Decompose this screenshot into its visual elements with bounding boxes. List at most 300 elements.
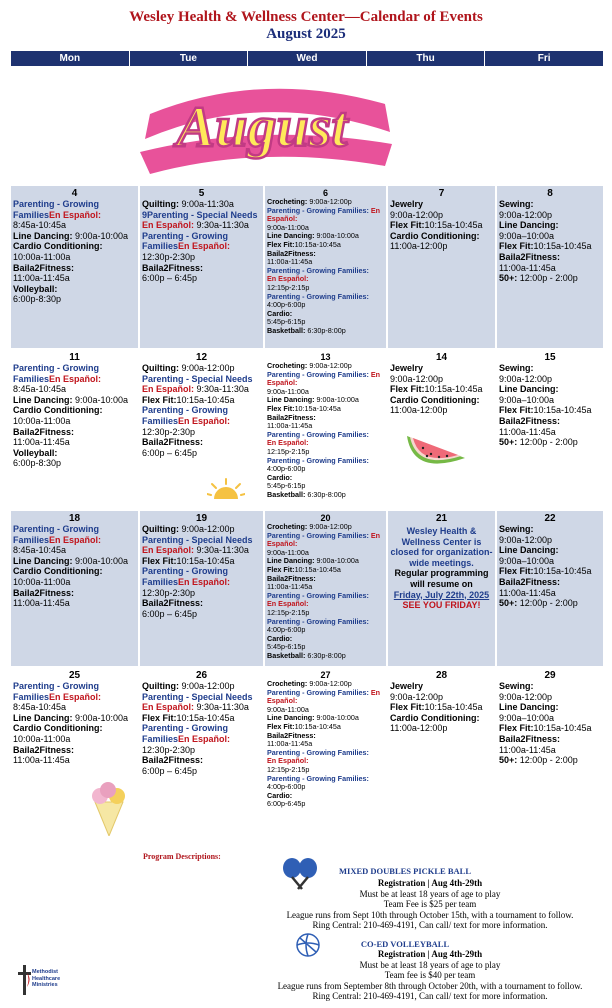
- event-line: [390, 405, 493, 416]
- event-text: Parenting - Growing Families: [13, 524, 100, 545]
- event-line: [13, 220, 136, 231]
- event-text: Cardio Conditioning:: [390, 394, 480, 405]
- event-line: [13, 395, 136, 406]
- event-text: 11:00a-11:45a: [499, 587, 556, 598]
- event-line: [13, 284, 136, 295]
- event-line: [142, 713, 261, 724]
- event-text: En Español:: [267, 756, 309, 766]
- event-text: En Español:: [142, 545, 195, 556]
- day-cell: [265, 350, 386, 509]
- event-text[interactable]: Friday, July 22th, 2025: [393, 589, 490, 600]
- event-text: 6:00p – 6:45p: [142, 273, 198, 284]
- event-line: [267, 491, 384, 500]
- weekday-wed: Wed: [248, 51, 367, 66]
- event-text: Cardio Conditioning:: [13, 241, 103, 252]
- event-text: 9:00a-11:00a: [267, 704, 309, 714]
- event-line: [142, 556, 261, 567]
- event-line: [142, 745, 261, 756]
- event-line: [13, 755, 136, 766]
- event-text: 10:15a-10:45a: [424, 384, 483, 395]
- weekday-thu: Thu: [367, 51, 486, 66]
- event-line: [13, 458, 136, 469]
- day-cell: [140, 186, 263, 348]
- event-text: 9:00a-12:00p: [499, 373, 553, 384]
- day-cell: [388, 186, 495, 348]
- event-line: [142, 231, 261, 252]
- event-text: Parenting - Growing Families: [142, 230, 229, 252]
- calendar-month: August 2025: [266, 26, 346, 42]
- event-text: 9:00a-12:00p: [179, 363, 235, 373]
- event-text: SEE YOU FRIDAY!: [402, 600, 481, 611]
- event-text: 12:00p - 2:00p: [517, 437, 578, 448]
- event-text: 12:30p-2:30p: [142, 587, 196, 598]
- event-text: 9:00a-12:00p: [307, 361, 352, 370]
- event-line: [142, 363, 261, 374]
- event-text: 11:00a-11:45a: [267, 257, 313, 267]
- event-text: 10:15a-10:45a: [294, 721, 341, 731]
- event-text: Cardio Conditioning:: [390, 712, 480, 723]
- event-text: Quilting:: [142, 363, 179, 373]
- day-number: 27: [320, 670, 331, 680]
- event-line: [499, 681, 601, 692]
- event-text: Baila2Fitness:: [142, 437, 204, 448]
- event-line: [499, 734, 601, 745]
- event-text: 11:00a-11:45a: [499, 426, 556, 437]
- event-line: [13, 713, 136, 724]
- pickleball-line: Ring Central: 210-469-4191, Can call/ text for more information.: [312, 920, 548, 930]
- event-line: [13, 273, 136, 284]
- day-cell: [140, 668, 263, 840]
- event-text: Baila2Fitness:: [267, 412, 316, 422]
- day-number: 19: [195, 513, 208, 524]
- event-line: [499, 545, 601, 556]
- event-text: Crocheting:: [267, 679, 308, 688]
- august-banner: [120, 74, 405, 182]
- event-text: Quilting:: [142, 681, 179, 691]
- event-text: Quilting:: [142, 524, 179, 534]
- day-number: 21: [435, 513, 448, 524]
- event-text: Parenting - Growing Families:: [267, 616, 369, 626]
- event-text: Baila2Fitness:: [142, 598, 204, 609]
- day-number: 20: [320, 513, 331, 523]
- day-cell: [497, 186, 603, 348]
- event-text: Flex Fit:: [499, 241, 534, 252]
- event-line: [142, 273, 261, 284]
- event-line: [499, 524, 601, 535]
- event-line: [499, 723, 601, 734]
- event-text: 9:00a-11:00a: [267, 386, 309, 396]
- methodist-logo-text: Methodist Healthcare Ministries: [32, 969, 61, 988]
- event-text: Wesley Health & Wellness Center is closed for organization-wide meetings.: [390, 526, 493, 568]
- event-text: Flex Fit:: [499, 566, 534, 577]
- event-text: Baila2Fitness:: [499, 733, 561, 744]
- event-text: 11:00a-11:45a: [267, 582, 313, 592]
- event-line: [499, 363, 601, 374]
- event-text: Line Dancing:: [267, 713, 315, 723]
- event-text: En Español:: [267, 530, 381, 549]
- event-text: Parenting - Special Needs: [142, 373, 253, 384]
- event-text: Quilting:: [142, 199, 179, 209]
- event-text: Parenting - Growing Families:: [267, 291, 369, 301]
- event-text: Line Dancing:: [267, 231, 315, 241]
- event-text: Crocheting:: [267, 522, 308, 531]
- event-text: 10:15a-10:45a: [424, 702, 483, 713]
- event-text: Baila2Fitness:: [267, 730, 316, 740]
- event-text: En Español:: [178, 241, 231, 252]
- event-text: 9:30a-11:30a: [194, 220, 249, 231]
- event-text: Baila2Fitness:: [499, 251, 561, 262]
- event-text: 50+:: [499, 437, 518, 448]
- event-line: [499, 405, 601, 416]
- event-text: Flex Fit:: [499, 405, 534, 416]
- event-text: Volleyball:: [13, 283, 58, 294]
- event-text: Volleyball:: [13, 447, 58, 458]
- event-text: 4:00p-6:00p: [267, 464, 306, 474]
- event-text: 4:00p-6:00p: [267, 625, 306, 635]
- day-cell: [497, 511, 603, 666]
- event-text: Parenting - Growing Families:: [267, 369, 369, 379]
- event-text: Baila2Fitness:: [142, 755, 204, 766]
- event-line: [142, 524, 261, 535]
- event-line: [13, 745, 136, 756]
- event-text: 8:45a-10:45a: [13, 545, 67, 556]
- event-text: Line Dancing:: [13, 712, 73, 723]
- event-text: Baila2Fitness:: [13, 426, 75, 437]
- event-line: [13, 294, 136, 305]
- event-text: 6:30p-8:00p: [305, 489, 346, 499]
- event-line: [142, 692, 261, 703]
- event-text: Cardio Conditioning:: [13, 566, 103, 577]
- event-line: [267, 207, 384, 224]
- event-line: [390, 568, 493, 589]
- calendar-title: Wesley Health & Wellness Center—Calendar of Events: [129, 9, 483, 25]
- event-text: Line Dancing:: [13, 230, 73, 241]
- event-text: 6:00p – 6:45p: [142, 765, 198, 776]
- event-line: [13, 556, 136, 567]
- event-line: [142, 199, 261, 210]
- event-text: 9:00a-12:00p: [499, 691, 553, 702]
- event-line: [390, 713, 493, 724]
- event-text: 11:00a-11:45a: [13, 273, 70, 284]
- event-text: 10:15a-10:45a: [294, 239, 341, 249]
- event-text: Flex Fit:: [267, 721, 295, 731]
- watermelon-icon: [405, 428, 467, 474]
- event-line: [142, 374, 261, 385]
- event-text: 12:15p-2:15p: [267, 282, 310, 292]
- event-line: [390, 702, 493, 713]
- event-line: [13, 524, 136, 545]
- event-line: [142, 448, 261, 459]
- event-text: 5:45p-6:15p: [267, 642, 306, 652]
- event-line: [267, 371, 384, 388]
- event-line: [142, 220, 261, 231]
- event-line: [390, 241, 493, 252]
- event-text: 10:15a-10:45a: [533, 241, 592, 252]
- event-text: Jewelry: [390, 363, 424, 373]
- event-text: 11:00a-11:45a: [499, 744, 556, 755]
- event-text: 10:15a-10:45a: [176, 712, 235, 723]
- volleyball-line: Team fee is $40 per team: [384, 970, 476, 980]
- event-text: 11:00a-12:00p: [390, 241, 448, 252]
- event-text: 6:00p-8:30p: [13, 458, 62, 469]
- event-text: Baila2Fitness:: [13, 262, 75, 273]
- event-text: 9:00a–10:00a: [499, 555, 555, 566]
- event-line: [13, 598, 136, 609]
- event-line: [13, 363, 136, 384]
- event-text: En Español:: [49, 534, 102, 545]
- event-text: 11:00a-12:00p: [390, 405, 448, 416]
- event-line: [142, 535, 261, 546]
- event-line: [499, 199, 601, 210]
- event-text: Parenting - Growing Families:: [267, 429, 369, 439]
- event-line: [142, 598, 261, 609]
- event-text: 11:00a-12:00p: [390, 723, 448, 734]
- event-text: Line Dancing:: [499, 702, 559, 713]
- event-line: [142, 384, 261, 395]
- event-text: 9:00a–10:00a: [499, 394, 555, 405]
- event-line: [390, 363, 493, 374]
- event-text: 10:15a-10:45a: [533, 566, 592, 577]
- volleyball-details: [250, 949, 610, 1002]
- event-text: 9:30a-11:30a: [194, 702, 249, 713]
- event-line: [13, 241, 136, 252]
- day-cell: [388, 668, 495, 840]
- event-text: Line Dancing:: [499, 384, 559, 395]
- day-number: 18: [68, 513, 81, 524]
- event-text: Cardio:: [267, 790, 293, 800]
- event-text: En Español:: [49, 373, 102, 384]
- event-text: Cardio Conditioning:: [390, 230, 480, 241]
- event-line: [142, 437, 261, 448]
- day-cell: [11, 511, 138, 666]
- event-text: 10:15a-10:45a: [176, 555, 235, 566]
- event-text: 10:00a-11:00a: [13, 415, 71, 426]
- event-text: En Español:: [142, 220, 195, 231]
- event-line: [499, 588, 601, 599]
- event-line: [390, 590, 493, 601]
- event-text: Cardio:: [267, 472, 293, 482]
- event-text: En Español:: [142, 702, 195, 713]
- event-text: Parenting - Growing Families:: [267, 205, 369, 215]
- event-text: 9:00a-10:00a: [72, 230, 129, 241]
- event-line: [142, 588, 261, 599]
- event-text: 6:00p-6:45p: [267, 799, 306, 809]
- event-line: [142, 609, 261, 620]
- event-line: [13, 702, 136, 713]
- event-text: 50+:: [499, 755, 518, 766]
- event-line: [142, 545, 261, 556]
- event-text: Flex Fit:: [142, 555, 177, 566]
- event-text: 9:00a-12:00p: [307, 197, 352, 206]
- event-text: 9Parenting - Special Needs: [142, 209, 258, 220]
- event-text: Line Dancing:: [13, 394, 73, 405]
- event-text: En Español:: [267, 274, 309, 284]
- event-line: [499, 220, 601, 231]
- day-number: 6: [322, 188, 328, 198]
- event-text: Line Dancing:: [267, 556, 315, 566]
- event-text: En Español:: [178, 576, 231, 587]
- event-text: Baila2Fitness:: [13, 587, 75, 598]
- day-number: 7: [438, 188, 445, 199]
- event-line: [499, 252, 601, 263]
- day-number: 22: [544, 513, 556, 524]
- day-cell: [11, 350, 138, 509]
- event-text: 9:00a-12:00p: [390, 209, 444, 220]
- day-cell: [388, 511, 495, 666]
- event-text: 12:00p - 2:00p: [517, 273, 578, 284]
- event-text: Flex Fit:: [499, 723, 534, 734]
- event-line: [390, 723, 493, 734]
- event-text: Flex Fit:: [142, 712, 177, 723]
- event-line: [390, 384, 493, 395]
- day-cell: [265, 186, 386, 348]
- event-text: 11:00a-11:45a: [499, 262, 556, 273]
- event-text: Cardio:: [267, 633, 293, 643]
- event-text: 10:00a-11:00a: [13, 251, 71, 262]
- event-text: Flex Fit:: [142, 394, 177, 405]
- event-line: [499, 535, 601, 546]
- event-text: 10:15a-10:45a: [294, 564, 341, 574]
- event-line: [142, 395, 261, 406]
- program-descriptions-label: Program Descriptions:: [143, 852, 221, 861]
- event-text: 9:00a-10:00a: [314, 231, 359, 241]
- event-text: 12:00p - 2:00p: [517, 598, 578, 609]
- banner-text: August: [176, 94, 348, 159]
- event-line: [390, 220, 493, 231]
- volleyball-line: League runs from September 8th through October 20th, with a tournament to follow.: [277, 980, 583, 991]
- event-text: 9:00a–10:00a: [499, 230, 555, 241]
- event-text: Basketball:: [267, 325, 306, 335]
- event-text: En Español:: [178, 733, 231, 744]
- event-line: [499, 384, 601, 395]
- pickleball-details: [250, 878, 610, 931]
- event-line: [390, 681, 493, 692]
- pickleball-registration: Registration | Aug 4th-29th: [377, 878, 483, 888]
- event-text: 4:00p-6:00p: [267, 782, 306, 792]
- day-cell: [265, 668, 386, 840]
- event-text: 5:45p-6:15p: [267, 317, 306, 327]
- event-line: [142, 263, 261, 274]
- weekday-tue: Tue: [130, 51, 249, 66]
- event-line: [13, 199, 136, 220]
- event-text: 8:45a-10:45a: [13, 702, 67, 713]
- event-text: En Español:: [49, 691, 102, 702]
- event-text: 9:00a-11:00a: [267, 222, 309, 232]
- event-text: Cardio Conditioning:: [13, 405, 103, 416]
- event-line: [267, 532, 384, 549]
- event-text: 9:30a-11:30a: [194, 384, 249, 395]
- event-text: 50+:: [499, 598, 518, 609]
- event-line: [142, 252, 261, 263]
- event-text: Parenting - Special Needs: [142, 691, 253, 702]
- event-text: Parenting - Growing Families:: [267, 773, 369, 783]
- event-text: 11:00a-11:45a: [267, 421, 313, 431]
- event-text: Parenting - Growing Families: [142, 405, 229, 426]
- event-text: Flex Fit:: [267, 403, 295, 413]
- event-text: Parenting - Growing Families: [13, 363, 100, 384]
- event-line: [267, 800, 384, 809]
- event-line: [13, 566, 136, 577]
- event-line: [13, 681, 136, 702]
- day-number: 12: [195, 352, 208, 363]
- event-text: Sewing:: [499, 363, 534, 373]
- event-line: [499, 702, 601, 713]
- event-line: [142, 681, 261, 692]
- event-line: [142, 766, 261, 777]
- event-text: Sewing:: [499, 681, 534, 691]
- event-line: [499, 263, 601, 274]
- event-text: 9:00a-12:00p: [390, 691, 444, 702]
- event-text: Line Dancing:: [13, 555, 73, 566]
- event-text: Baila2Fitness:: [13, 744, 75, 755]
- event-line: [13, 427, 136, 438]
- event-text: 12:15p-2:15p: [267, 607, 310, 617]
- event-line: [142, 427, 261, 438]
- event-line: [13, 405, 136, 416]
- event-text: Parenting - Growing Families: [13, 199, 100, 220]
- event-text: 11:00a-11:45a: [267, 739, 313, 749]
- day-number: 14: [435, 352, 448, 363]
- event-text: Parenting - Special Needs: [142, 534, 253, 545]
- event-text: En Español:: [267, 599, 309, 609]
- event-text: Parenting - Growing Families:: [267, 590, 369, 600]
- event-text: 12:30p-2:30p: [142, 251, 196, 262]
- event-text: En Español:: [267, 205, 381, 224]
- event-text: Line Dancing:: [499, 545, 559, 556]
- event-line: [390, 692, 493, 703]
- methodist-logo-icon: [18, 965, 78, 1003]
- event-text: 12:00p - 2:00p: [517, 755, 578, 766]
- event-line: [499, 566, 601, 577]
- pickleball-title: MIXED DOUBLES PICKLE BALL: [338, 866, 471, 876]
- event-text: Baila2Fitness:: [142, 262, 204, 273]
- event-text: 8:45a-10:45a: [13, 384, 67, 395]
- event-text: 9:00a-10:00a: [72, 555, 129, 566]
- event-text: Flex Fit:: [390, 702, 425, 713]
- event-text: Jewelry: [390, 681, 424, 691]
- pickleball-line: League runs from Sept 10th through October 15th, with a tournament to follow.: [286, 909, 574, 920]
- event-text: En Español:: [267, 438, 309, 448]
- event-text: 9:00a-12:00p: [499, 534, 553, 545]
- event-line: [390, 526, 493, 568]
- event-line: [390, 395, 493, 406]
- event-text: En Español:: [267, 369, 381, 388]
- weekday-header-bar: [11, 51, 603, 66]
- event-line: [142, 210, 261, 221]
- event-text: En Español:: [178, 415, 231, 426]
- event-line: [390, 374, 493, 385]
- event-text: 10:00a-11:00a: [13, 576, 71, 587]
- event-text: 9:00a-12:00p: [307, 522, 352, 531]
- event-text: 9:00a-10:00a: [314, 556, 359, 566]
- event-text: 12:30p-2:30p: [142, 744, 196, 755]
- event-text: 9:00a-11:30a: [179, 199, 234, 209]
- event-text: Line Dancing:: [267, 395, 315, 405]
- event-text: 9:00a–10:00a: [499, 712, 555, 723]
- event-text: 9:00a-10:00a: [314, 395, 359, 405]
- volleyball-line: Ring Central: 210-469-4191, Can call/ text for more information.: [312, 991, 548, 1001]
- day-cell: [265, 511, 386, 666]
- event-text: Regular programming will resume on: [394, 568, 489, 589]
- event-text: Baila2Fitness:: [267, 248, 316, 258]
- event-text: Sewing:: [499, 199, 534, 209]
- event-line: [142, 405, 261, 426]
- event-line: [142, 723, 261, 744]
- event-text: 6:30p-8:00p: [305, 650, 346, 660]
- event-line: [267, 327, 384, 336]
- event-text: Baila2Fitness:: [267, 573, 316, 583]
- event-line: [13, 545, 136, 556]
